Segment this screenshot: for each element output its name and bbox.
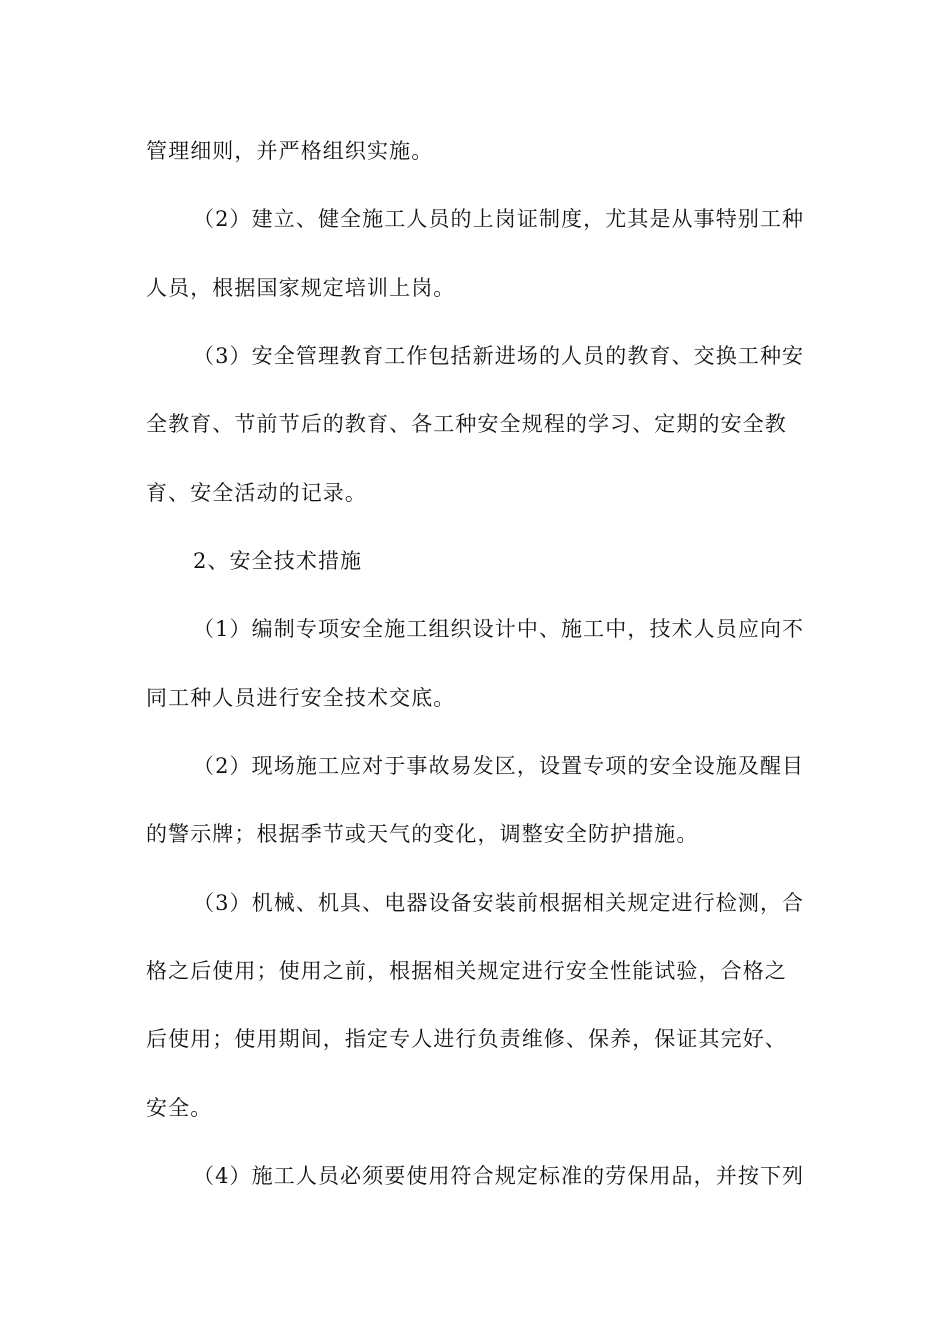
paragraph-line: 格之后使用；使用之前，根据相关规定进行安全性能试验，合格之 (146, 959, 787, 983)
paragraph-line: （3）安全管理教育工作包括新进场的人员的教育、交换工种安 (193, 344, 805, 368)
paragraph-line: 的警示牌；根据季节或天气的变化，调整安全防护措施。 (146, 822, 699, 846)
paragraph-line: 管理细则，并严格组织实施。 (146, 139, 434, 163)
paragraph-line: 人员，根据国家规定培训上岗。 (146, 276, 456, 300)
paragraph-line: 后使用；使用期间，指定专人进行负责维修、保养，保证其完好、 (146, 1027, 787, 1051)
paragraph-line: 同工种人员进行安全技术交底。 (146, 686, 456, 710)
paragraph-line: 全教育、节前节后的教育、各工种安全规程的学习、定期的安全教 (146, 412, 787, 436)
paragraph-line: 育、安全活动的记录。 (146, 481, 367, 505)
paragraph-line: （3）机械、机具、电器设备安装前根据相关规定进行检测，合 (193, 891, 805, 915)
paragraph-line: （1）编制专项安全施工组织设计中、施工中，技术人员应向不 (193, 617, 805, 641)
section-heading: 2、安全技术措施 (193, 549, 363, 573)
paragraph-line: （4）施工人员必须要使用符合规定标准的劳保用品，并按下列 (193, 1164, 805, 1188)
paragraph-line: （2）现场施工应对于事故易发区，设置专项的安全设施及醒目 (193, 754, 805, 778)
paragraph-line: （2）建立、健全施工人员的上岗证制度，尤其是从事特别工种 (193, 207, 805, 231)
paragraph-line: 安全。 (146, 1096, 213, 1120)
